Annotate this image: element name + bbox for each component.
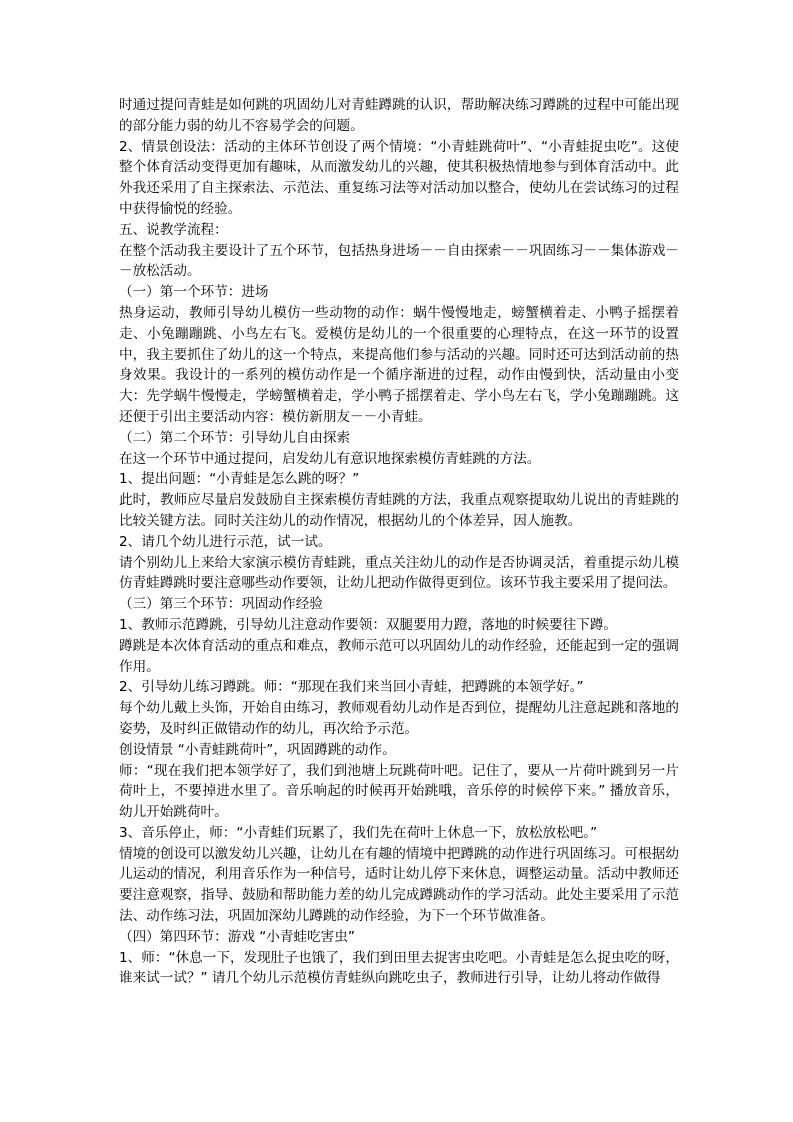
paragraph-warmup: 热身运动，教师引导幼儿模仿一些动物的动作：蜗牛慢慢地走，螃蟹横着走、小鸭子摇摆着走、小兔蹦蹦跳、小鸟左右飞。爱模仿是幼儿的一个很重要的心理特点，在这一环节的设置中，我主要抓住了幼儿的这一个特点，来提高他们参与活动的兴趣。同时还可达到活动前的热身效果。我设计的一系列的模仿动作是一个循序渐进的过程，动作由慢到快，活动量由小变大：先学蜗牛慢慢走，学螃蟹横着走，学小鸭子摇摆着走、学小鸟左右飞，学小兔蹦蹦跳。这还便于引出主要活动内容：模仿新朋友－－小青蛙。 <box>119 304 679 425</box>
paragraph-question: 1、提出问题：“小青蛙是怎么跳的呀？” <box>119 471 360 488</box>
paragraph-teacher-demo: 1、教师示范蹲跳，引导幼儿注意动作要领：双腿要用力蹬，落地的时候要往下蹲。 <box>119 616 618 633</box>
paragraph-music-stop: 3、音乐停止，师：“小青蛙们玩累了，我们先在荷叶上休息一下，放松放松吧。” <box>119 824 598 841</box>
paragraph-process-overview: 在整个活动我主要设计了五个环节，包括热身进场－－自由探索－－巩固练习－－集体游戏－－放松活动。 <box>119 242 679 280</box>
paragraph-lotus-instructions: 师：“现在我们把本领学好了，我们到池塘上玩跳荷叶吧。记住了，要从一片荷叶跳到另一片荷叶上，不要掉进水里了。音乐响起的时候再开始跳哦，音乐停的时候停下来。” 播放音乐，幼儿开始跳荷叶。 <box>119 762 679 821</box>
subheading-step-three: （三）第三个环节：巩固动作经验 <box>119 596 323 613</box>
paragraph-free-practice: 每个幼儿戴上头饰，开始自由练习，教师观看幼儿动作是否到位，提醒幼儿注意起跳和落地的姿势，及时纠正做错动作的幼儿，再次给予示范。 <box>119 700 679 737</box>
paragraph-demonstration: 2、请几个幼儿进行示范，试一试。 <box>119 533 332 550</box>
section-heading-teaching-process: 五、说教学流程： <box>119 221 228 238</box>
paragraph-intro-continuation: 时通过提问青蛙是如何跳的巩固幼儿对青蛙蹲跳的认识，帮助解决练习蹲跳的过程中可能出现的部分能力弱的幼儿不容易学会的问题。 <box>119 97 679 134</box>
subheading-step-one: （一）第一个环节：进场 <box>119 284 269 301</box>
subheading-step-four: （四）第四环节：游戏 “小青蛙吃害虫” <box>119 928 355 945</box>
paragraph-encourage-exploration: 此时，教师应尽量启发鼓励自主探索模仿青蛙跳的方法，我重点观察提取幼儿说出的青蛙跳的比较关键方法。同时关注幼儿的动作情况，根据幼儿的个体差异，因人施教。 <box>119 492 679 529</box>
paragraph-game-intro: 1、师：“休息一下，发现肚子也饿了，我们到田里去捉害虫吃吧。小青蛙是怎么捉虫吃的呀，谁来试一试？” 请几个幼儿示范模仿青蛙纵向跳吃虫子，教师进行引导，让幼儿将动作做得 <box>119 949 679 987</box>
paragraph-scenario-method: 2、情景创设法：活动的主体环节创设了两个情境：“小青蛙跳荷叶”、“小青蛙捉虫吃”。这使整个体育活动变得更加有趣味，从而激发幼儿的兴趣，使其积极热情地参与到体育活动中。此外我还采用了自主探索法、示范法、重复练习法等对活动加以整合，使幼儿在尝试练习的过程中获得愉悦的经验。 <box>119 138 679 217</box>
paragraph-practice: 2、引导幼儿练习蹲跳。师：“那现在我们来当回小青蛙，把蹲跳的本领学好。” <box>119 679 584 696</box>
paragraph-step-two-intro: 在这一个环节中通过提问，启发幼儿有意识地探索模仿青蛙跳的方法。 <box>119 450 541 467</box>
paragraph-key-point: 蹲跳是本次体育活动的重点和难点，教师示范可以巩固幼儿的动作经验，还能起到一定的强调作用。 <box>119 637 679 675</box>
paragraph-scenario-lotus: 创设情景 “小青蛙跳荷叶”，巩固蹲跳的动作。 <box>119 741 396 758</box>
paragraph-scenario-rationale: 情境的创设可以激发幼儿兴趣，让幼儿在有趣的情境中把蹲跳的动作进行巩固练习。可根据幼儿运动的情况，利用音乐作为一种信号，适时让幼儿停下来休息，调整运动量。活动中教师还要注意观察，指导、鼓励和帮助能力差的幼儿完成蹲跳动作的学习活动。此处主要采用了示范法、动作练习法，巩固加深幼儿蹲跳的动作经验，为下一个环节做准备。 <box>119 845 679 925</box>
paragraph-demonstration-detail: 请个别幼儿上来给大家演示模仿青蛙跳，重点关注幼儿的动作是否协调灵活，着重提示幼儿模仿青蛙蹲跳时要注意哪些动作要领，让幼儿把动作做得更到位。该环节我主要采用了提问法。 <box>119 554 679 592</box>
document-page <box>119 95 679 989</box>
subheading-step-two: （二）第二个环节：引导幼儿自由探索 <box>119 429 351 446</box>
